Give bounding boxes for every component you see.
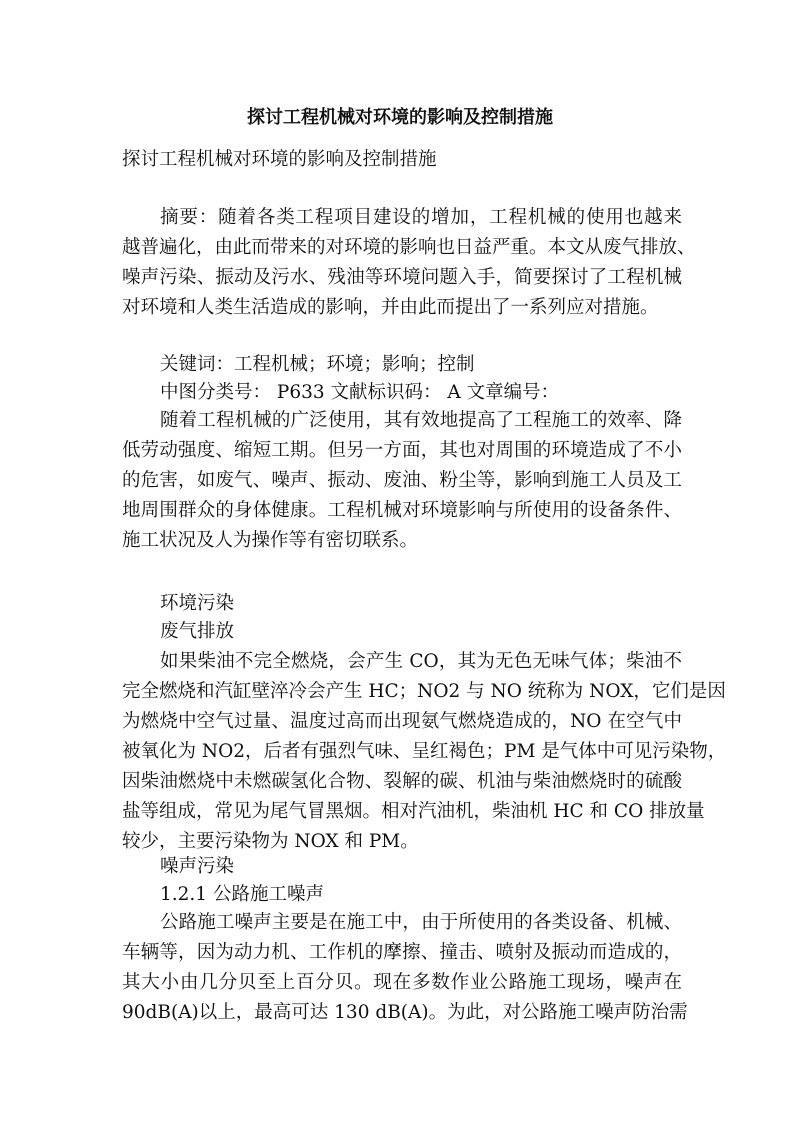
intro-line: 地周围群众的身体健康。工程机械对环境影响与所使用的设备条件、: [122, 500, 682, 521]
exhaust-line: 完全燃烧和汽缸壁淬冷会产生 HC；NO2 与 NO 统称为 NOX，它们是因: [122, 681, 726, 702]
section-heading: 环境污染: [160, 593, 235, 614]
noise-line: 车辆等，因为动力机、工作机的摩擦、撞击、喷射及振动而造成的，: [122, 942, 682, 963]
exhaust-line: 因柴油燃烧中未燃碳氢化合物、裂解的碳、机油与柴油燃烧时的硫酸: [122, 771, 682, 792]
intro-line: 的危害，如废气、噪声、振动、废油、粉尘等，影响到施工人员及工: [122, 470, 682, 491]
intro-line: 低劳动强度、缩短工期。但另一方面，其也对周围的环境造成了不小: [122, 440, 682, 461]
noise-line: 其大小由几分贝至上百分贝。现在多数作业公路施工现场，噪声在: [122, 972, 682, 993]
exhaust-line: 如果柴油不完全燃烧，会产生 CO，其为无色无味气体；柴油不: [160, 651, 682, 672]
abstract-line: 对环境和人类生活造成的影响，并由此而提出了一系列应对措施。: [122, 297, 659, 318]
intro-line: 随着工程机械的广泛使用，其有效地提高了工程施工的效率、降: [160, 410, 682, 431]
noise-line: 90dB(A)以上，最高可达 130 dB(A)。为此，对公路施工噪声防治需: [122, 1002, 688, 1023]
classification-info: 中图分类号： P633 文献标识码： A 文章编号：: [160, 382, 560, 403]
subsection-heading: 废气排放: [160, 621, 235, 642]
subsubsection-heading: 1.2.1 公路施工噪声: [160, 884, 324, 905]
exhaust-line: 盐等组成，常见为尾气冒黑烟。相对汽油机，柴油机 HC 和 CO 排放量: [122, 801, 705, 822]
exhaust-line: 较少，主要污染物为 NOX 和 PM。: [122, 831, 419, 852]
keywords: 关键词：工程机械；环境；影响；控制: [160, 354, 475, 375]
abstract-line: 噪声污染、振动及污水、残油等环境问题入手，简要探讨了工程机械: [122, 267, 682, 288]
subsection-heading: 噪声污染: [160, 856, 235, 877]
intro-line: 施工状况及人为操作等有密切联系。: [122, 530, 419, 551]
noise-line: 公路施工噪声主要是在施工中，由于所使用的各类设备、机械、: [160, 912, 682, 933]
exhaust-line: 为燃烧中空气过量、温度过高而出现氨气燃烧造成的，NO 在空气中: [122, 711, 682, 732]
document-subtitle: 探讨工程机械对环境的影响及控制措施: [122, 149, 437, 170]
exhaust-line: 被氧化为 NO2，后者有强烈气味、呈红褐色；PM 是气体中可见污染物，: [122, 741, 727, 762]
document-title: 探讨工程机械对环境的影响及控制措施: [247, 107, 553, 128]
abstract-line: 摘要：随着各类工程项目建设的增加，工程机械的使用也越来: [160, 207, 682, 228]
abstract-line: 越普遍化，由此而带来的对环境的影响也日益严重。本文从废气排放、: [122, 237, 696, 258]
